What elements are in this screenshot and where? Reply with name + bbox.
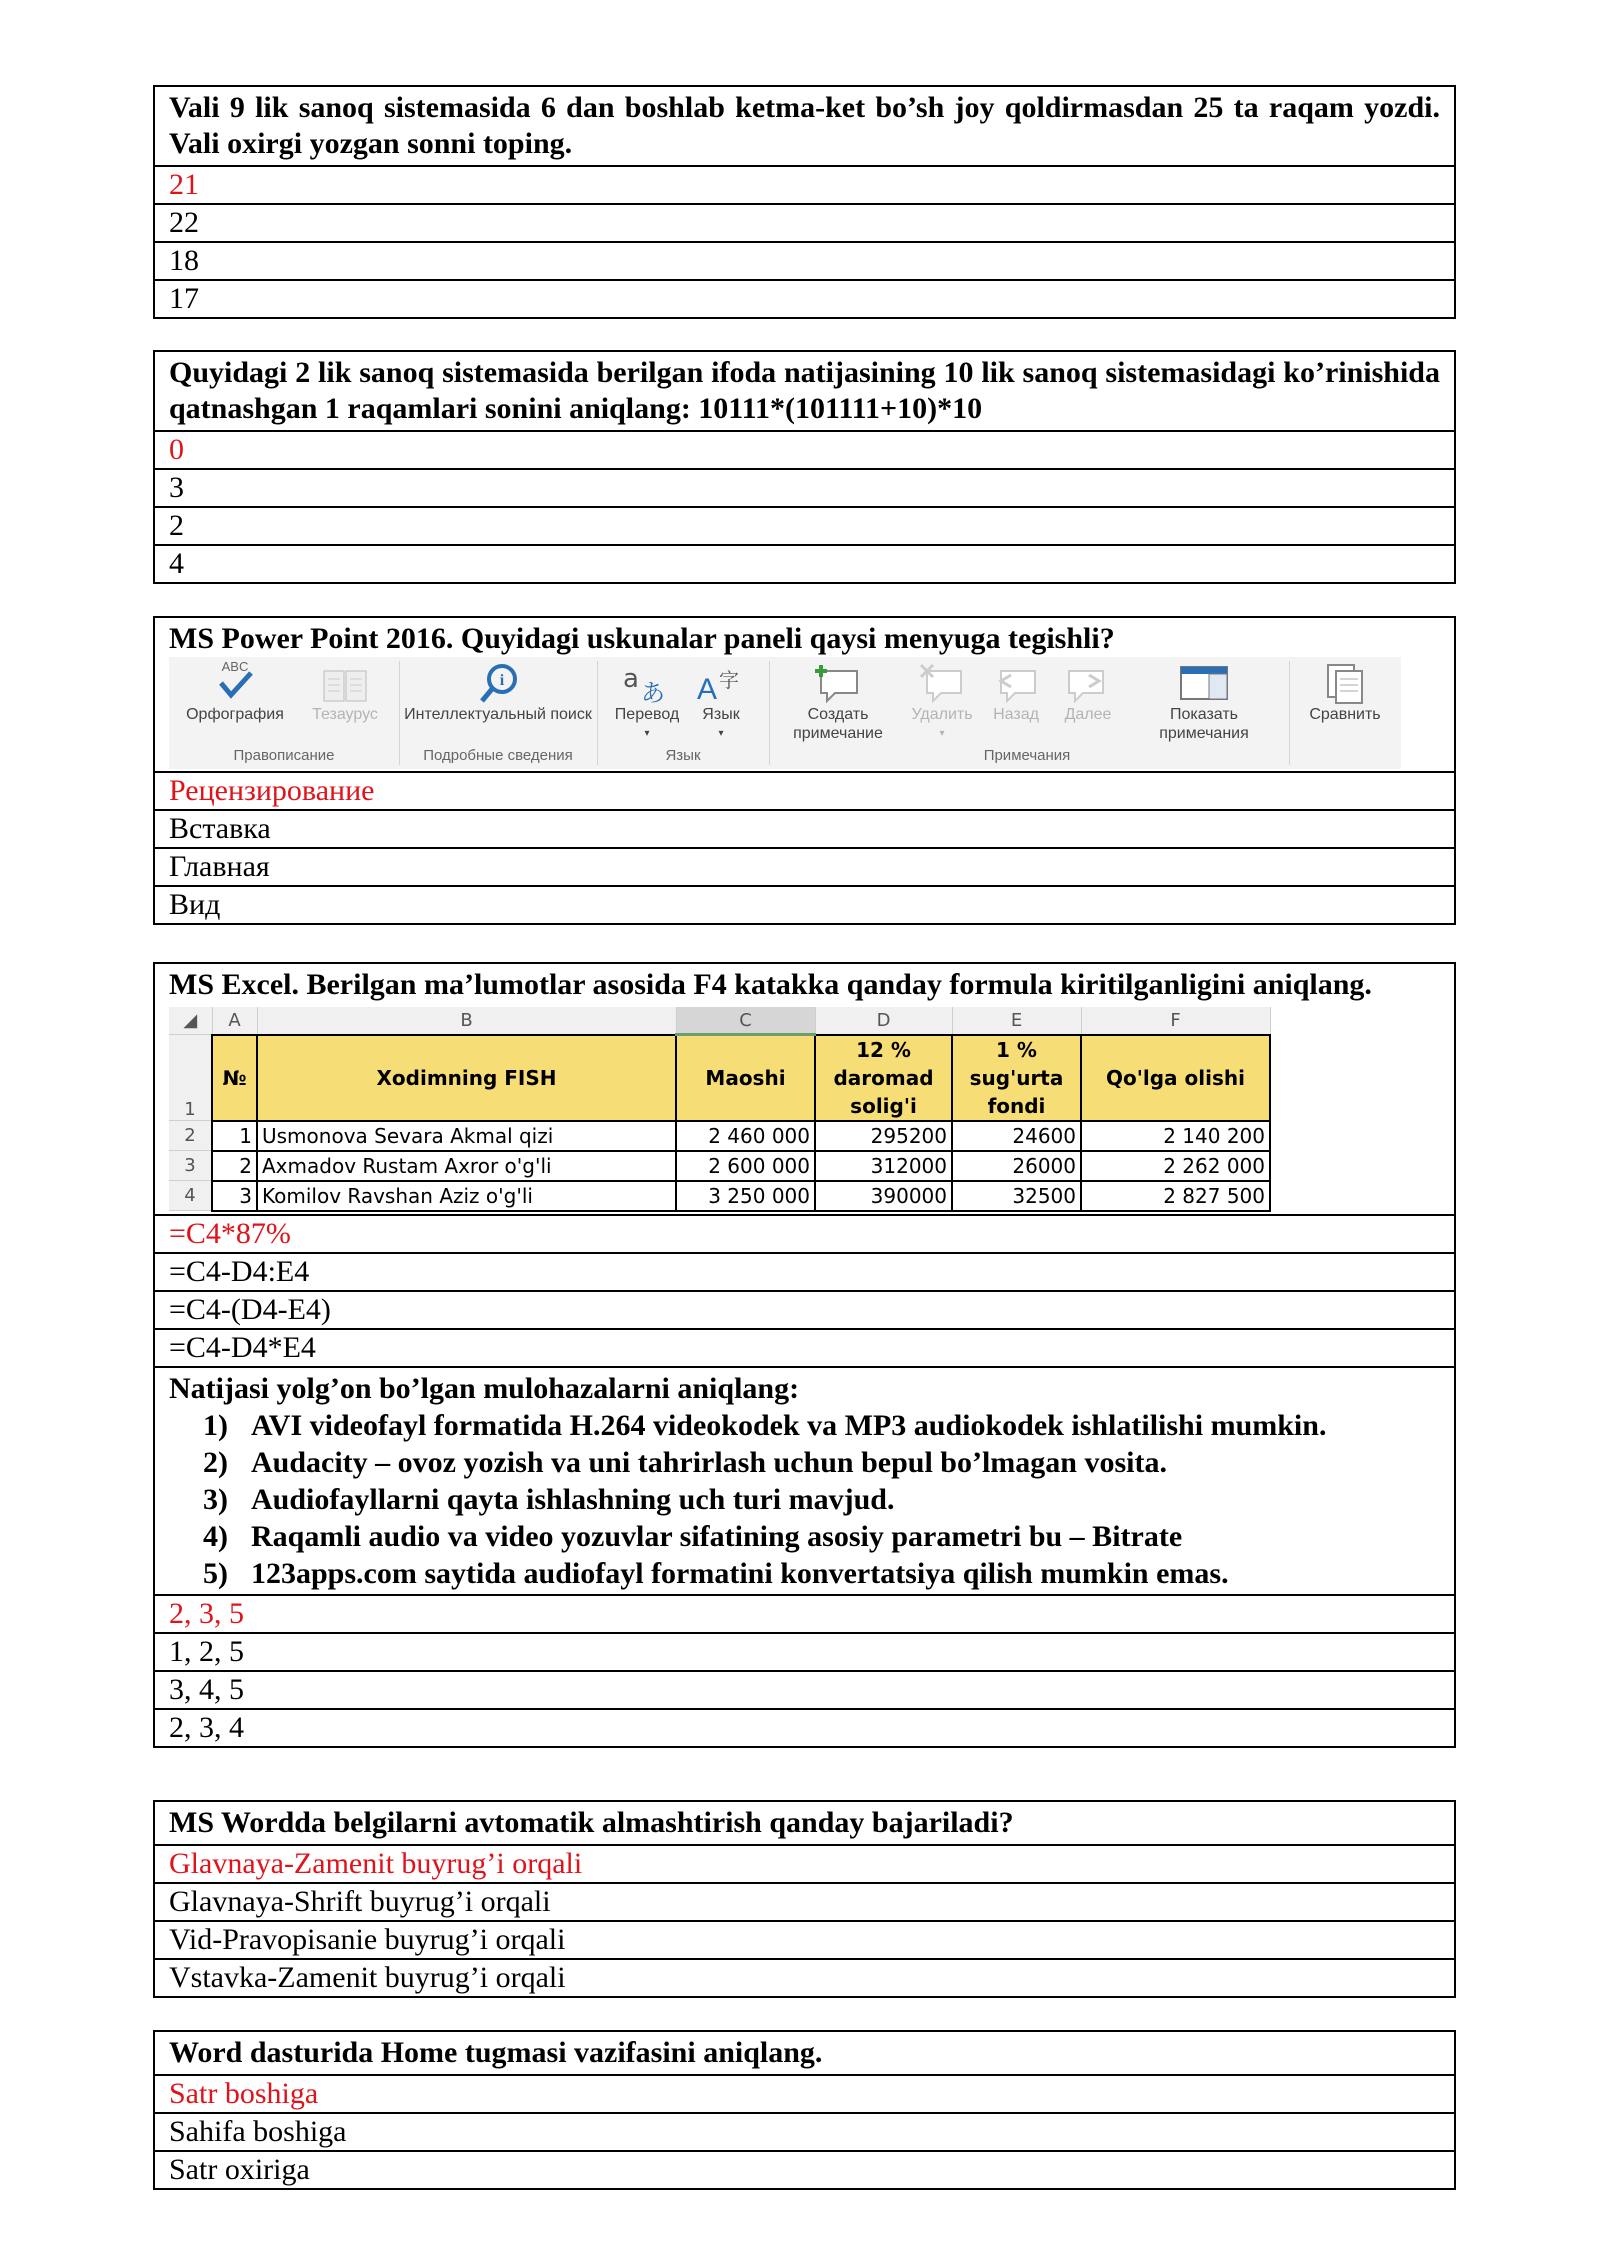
answer-option-correct: 0: [155, 430, 1454, 468]
button-label: Язык: [702, 706, 740, 723]
button-label: Назад: [993, 706, 1039, 723]
row-header: 3: [169, 1151, 212, 1181]
answer-option: Вставка: [155, 809, 1454, 847]
question-block-7: [153, 2030, 1456, 2190]
column-header: A: [212, 1007, 257, 1035]
question-block-1: [153, 85, 1456, 319]
table-header-cell: Qo'lga olishi: [1081, 1035, 1270, 1121]
excel-sheet: [169, 1007, 1271, 1212]
button-label: Тезаурус: [312, 706, 378, 723]
column-header: F: [1081, 1007, 1270, 1035]
svg-text:ABC: ABC: [221, 659, 249, 674]
button-label: Перевод: [614, 706, 680, 723]
answer-option: 1, 2, 5: [155, 1632, 1454, 1670]
button-label: Создать примечание: [793, 706, 883, 742]
table-cell: Axmadov Rustam Axror o'g'li: [257, 1151, 676, 1181]
next-comment-button: [1053, 657, 1123, 724]
column-header: B: [257, 1007, 676, 1035]
table-cell: 3: [212, 1181, 257, 1211]
answer-option: Вид: [155, 885, 1454, 923]
question-block-6: [153, 1800, 1456, 1998]
table-header-cell: №: [212, 1035, 257, 1121]
answer-option: Vstavka-Zamenit buyrug’i orqali: [155, 1958, 1454, 1996]
spelling-button: [177, 657, 293, 724]
button-label: Сравнить: [1309, 706, 1381, 723]
statement-list: [155, 1407, 1454, 1594]
table-cell: 2 460 000: [676, 1121, 815, 1151]
table-cell: 2 600 000: [676, 1151, 815, 1181]
row-header: 1: [169, 1035, 212, 1121]
column-header: D: [815, 1007, 952, 1035]
delete-comment-icon: [907, 657, 977, 705]
answer-option: Sahifa boshiga: [155, 2112, 1454, 2150]
compare-button: [1297, 657, 1393, 724]
compare-icon: [1297, 657, 1393, 705]
button-label: Орфография: [186, 706, 284, 723]
statement-item: 4) Raqamli audio va video yozuvlar sifatining asosiy parametri bu – Bitrate: [203, 1519, 1183, 1553]
question-text: Quyidagi 2 lik sanoq sistemasida berilgan ifoda natijasining 10 lik sanoq sistemasidagi ko’rinishida qatnashgan 1 raqamlari sonini aniqlang: 10111*(101111+10)*10: [169, 356, 1440, 425]
column-header: E: [952, 1007, 1081, 1035]
answer-option: 18: [155, 241, 1454, 279]
table-row: [169, 1121, 1270, 1151]
table-cell: 3 250 000: [676, 1181, 815, 1211]
svg-text:i: i: [499, 672, 505, 689]
answer-option: Glavnaya-Shrift buyrug’i orqali: [155, 1882, 1454, 1920]
previous-comment-icon: [981, 657, 1051, 705]
show-comments-icon: [1129, 657, 1279, 705]
language-button: A 字 Язык ▾: [691, 657, 751, 743]
answer-option: =C4-(D4-E4): [155, 1290, 1454, 1328]
table-cell: 295200: [815, 1121, 952, 1151]
answer-option: Главная: [155, 847, 1454, 885]
answer-option: 4: [155, 544, 1454, 582]
question-block-4: [153, 962, 1456, 1748]
table-header-cell: Xodimning FISH: [257, 1035, 676, 1121]
statement-item: 5) 123apps.com saytida audiofayl formatini konvertatsiya qilish mumkin emas.: [203, 1556, 1229, 1590]
book-icon: [297, 657, 393, 705]
previous-comment-button: [981, 657, 1051, 724]
question-block-3: [153, 616, 1456, 925]
answer-option: 2: [155, 506, 1454, 544]
statement-item: 2) Audacity – ovoz yozish va uni tahrirlash uchun bepul bo’lmagan vosita.: [203, 1445, 1167, 1479]
table-cell: 1: [212, 1121, 257, 1151]
table-cell: 24600: [952, 1121, 1081, 1151]
answer-option: 2, 3, 4: [155, 1708, 1454, 1746]
statement-item: 3) Audiofayllarni qayta ishlashning uch turi mavjud.: [203, 1482, 895, 1516]
table-header-cell: Maoshi: [676, 1035, 815, 1121]
excel-screenshot: [155, 1007, 1454, 1214]
answer-option: Vid-Pravopisanie buyrug’i orqali: [155, 1920, 1454, 1958]
svg-text:a: a: [623, 664, 639, 694]
row-header: 4: [169, 1181, 212, 1211]
table-cell: 2: [212, 1151, 257, 1181]
select-all-corner: ◢: [169, 1007, 212, 1035]
table-cell: 2 140 200: [1081, 1121, 1270, 1151]
svg-text:A: A: [697, 673, 718, 705]
question-text: MS Wordda belgilarni avtomatik almashtirish qanday bajariladi?: [169, 1806, 1014, 1839]
smart-lookup-button: [403, 657, 593, 724]
statement-item: 1) AVI videofayl formatida H.264 videokodek va MP3 audiokodek ishlatilishi mumkin.: [203, 1408, 1327, 1442]
table-header-cell: 1 % sug'urta fondi: [952, 1035, 1081, 1121]
button-label: Удалить: [911, 706, 973, 723]
answer-option: =C4-D4*E4: [155, 1328, 1454, 1366]
ribbon-screenshot: [155, 657, 1454, 771]
delete-comment-button: Удалить ▾: [907, 657, 977, 743]
table-header-cell: 12 % daromad solig'i: [815, 1035, 952, 1121]
lookup-icon: [403, 657, 593, 705]
table-cell: 32500: [952, 1181, 1081, 1211]
answer-option: Satr oxiriga: [155, 2150, 1454, 2188]
group-label: Примечания: [983, 747, 1071, 764]
question-block-5: [155, 1366, 1454, 1746]
powerpoint-ribbon: [169, 657, 1401, 769]
button-label: Показать примечания: [1159, 706, 1249, 742]
answer-option-correct: Glavnaya-Zamenit buyrug’i orqali: [155, 1844, 1454, 1882]
answer-option: 3: [155, 468, 1454, 506]
question-block-2: [153, 350, 1456, 584]
question-text: Natijasi yolg’on bo’lgan mulohazalarni aniqlang:: [169, 1371, 800, 1405]
table-cell: Komilov Ravshan Aziz o'g'li: [257, 1181, 676, 1211]
column-header: C: [676, 1007, 815, 1035]
answer-option-correct: Рецензирование: [155, 771, 1454, 809]
table-row: [169, 1151, 1270, 1181]
table-cell: 26000: [952, 1151, 1081, 1181]
translate-icon: [605, 657, 689, 705]
answer-option: 22: [155, 203, 1454, 241]
table-row: [169, 1181, 1270, 1211]
table-cell: 2 827 500: [1081, 1181, 1270, 1211]
answer-option: =C4-D4:E4: [155, 1252, 1454, 1290]
svg-text:あ: あ: [641, 679, 665, 705]
answer-option-correct: =C4*87%: [155, 1214, 1454, 1252]
table-cell: 312000: [815, 1151, 952, 1181]
group-divider: [1289, 661, 1290, 765]
question-text: MS Power Point 2016. Quyidagi uskunalar paneli qaysi menyuga tegishli?: [169, 622, 1115, 655]
button-label: Далее: [1064, 706, 1112, 723]
svg-text:字: 字: [719, 668, 739, 692]
table-cell: Usmonova Sevara Akmal qizi: [257, 1121, 676, 1151]
answer-option-correct: 2, 3, 5: [155, 1594, 1454, 1632]
row-header: 2: [169, 1121, 212, 1151]
new-comment-icon: [773, 657, 903, 705]
spellcheck-icon: [177, 657, 293, 705]
next-comment-icon: [1053, 657, 1123, 705]
answer-option-correct: Satr boshiga: [155, 2074, 1454, 2112]
group-label: Правописание: [233, 747, 335, 764]
group-label: Язык: [665, 747, 701, 764]
answer-option: 3, 4, 5: [155, 1670, 1454, 1708]
table-cell: 2 262 000: [1081, 1151, 1270, 1181]
question-text: Word dasturida Home tugmasi vazifasini aniqlang.: [169, 2036, 823, 2069]
question-text: MS Excel. Berilgan ma’lumotlar asosida F4 katakka qanday formula kiritilganligini aniqlang.: [169, 968, 1372, 1001]
answer-option: 17: [155, 279, 1454, 317]
language-icon: [691, 657, 751, 705]
table-cell: 390000: [815, 1181, 952, 1211]
answer-option-correct: 21: [155, 165, 1454, 203]
question-text: Vali 9 lik sanoq sistemasida 6 dan boshlab ketma-ket bo’sh joy qoldirmasdan 25 ta raqam yozdi. Vali oxirgi yozgan sonni toping.: [169, 91, 1440, 160]
group-label: Подробные сведения: [423, 747, 573, 764]
thesaurus-button: [297, 657, 393, 724]
new-comment-button: [773, 657, 903, 743]
show-comments-button: [1129, 657, 1279, 743]
button-label: Интеллектуальный поиск: [404, 706, 592, 723]
translate-button: a あ Перевод ▾: [605, 657, 689, 743]
